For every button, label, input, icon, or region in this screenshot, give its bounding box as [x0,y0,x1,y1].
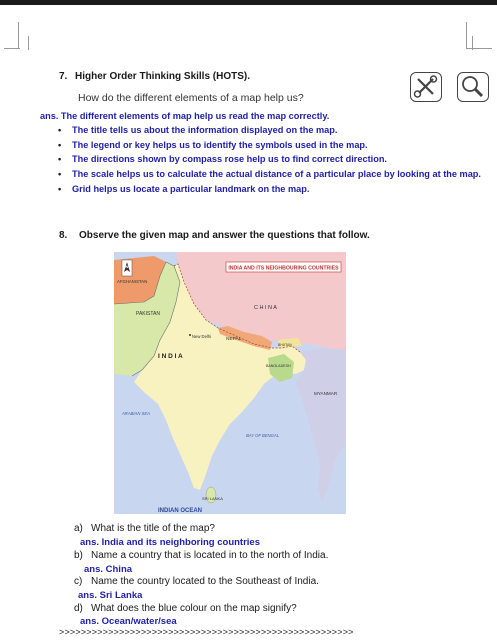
answer-heading: ans. The different elements of map help us read the map correctly. [40,111,330,121]
label-bhutan: BHUTAN [278,343,292,347]
map-svg [114,252,346,514]
crop-mark-left [18,22,19,48]
label-china: C H I N A [254,305,277,311]
india-map [114,252,346,514]
crop-mark-right [466,22,467,48]
label-myanmar: MYANMAR [314,391,338,396]
sub-question-d: d) What does the blue colour on the map signify? [74,603,297,614]
magnifier-icon [457,72,489,102]
list-item: • The scale helps us to calculate the actual distance of a particular place by looking at the map. [58,167,490,182]
label-indian-ocean: INDIAN OCEAN [158,508,203,514]
list-item: • Grid helps us locate a particular landmark on the map. [58,182,490,197]
sub-question-b: b) Name a country that is located in to the north of India. [74,550,329,561]
question-8-title [59,230,370,241]
question-number: 7. [59,71,68,82]
answer-c: ans. Sri Lanka [78,590,143,601]
label-nepal: NEPAL [226,337,242,342]
new-delhi-dot [189,334,191,336]
label-new-delhi: New Delhi [192,334,212,339]
crop-mark-right [466,48,492,49]
sub-question-c: c) Name the country located to the Southeast of India. [74,576,319,587]
answer-b: ans. China [84,564,133,575]
question-title: Higher Order Thinking Skills (HOTS). [75,71,251,82]
list-item: • The title tells us about the information displayed on the map. [58,123,490,138]
tools-icon [410,72,442,102]
map-title: INDIA AND ITS NEIGHBOURING COUNTRIES [228,265,339,272]
label-india: I N D I A [158,353,183,360]
label-afghanistan: AFGHANISTAN [117,279,148,284]
question-7-title [59,71,250,82]
crop-mark-left [4,48,20,49]
top-border [0,0,497,5]
question-title: Observe the given map and answer the questions that follow. [79,230,370,241]
answer-bullet-list [58,123,490,197]
question-7-text: How do the different elements of a map help us? [78,92,304,104]
label-bangladesh: BANGLADESH [266,364,291,368]
answer-d: ans. Ocean/water/sea [80,616,177,627]
label-sri-lanka: SRI LANKA [202,496,223,501]
list-item: • The directions shown by compass rose help us to find correct direction. [58,152,490,167]
answer-a: ans. India and its neighboring countries [80,537,260,548]
footer-arrows: >>>>>>>>>>>>>>>>>>>>>>>>>>>>>>>>>>>>>>>>>>>>>>>>>>>>>> [59,627,354,637]
north-label: N [125,264,129,269]
list-item: • The legend or key helps us to identify the symbols used in the map. [58,138,490,153]
label-bay-of-bengal: BAY OF BENGAL [246,433,280,438]
crop-mark-left [28,36,29,50]
label-pakistan: PAKISTAN [136,311,160,317]
label-arabian-sea: ARABIAN SEA [122,411,150,416]
sub-question-a: a) What is the title of the map? [74,523,215,534]
question-number: 8. [59,230,68,241]
